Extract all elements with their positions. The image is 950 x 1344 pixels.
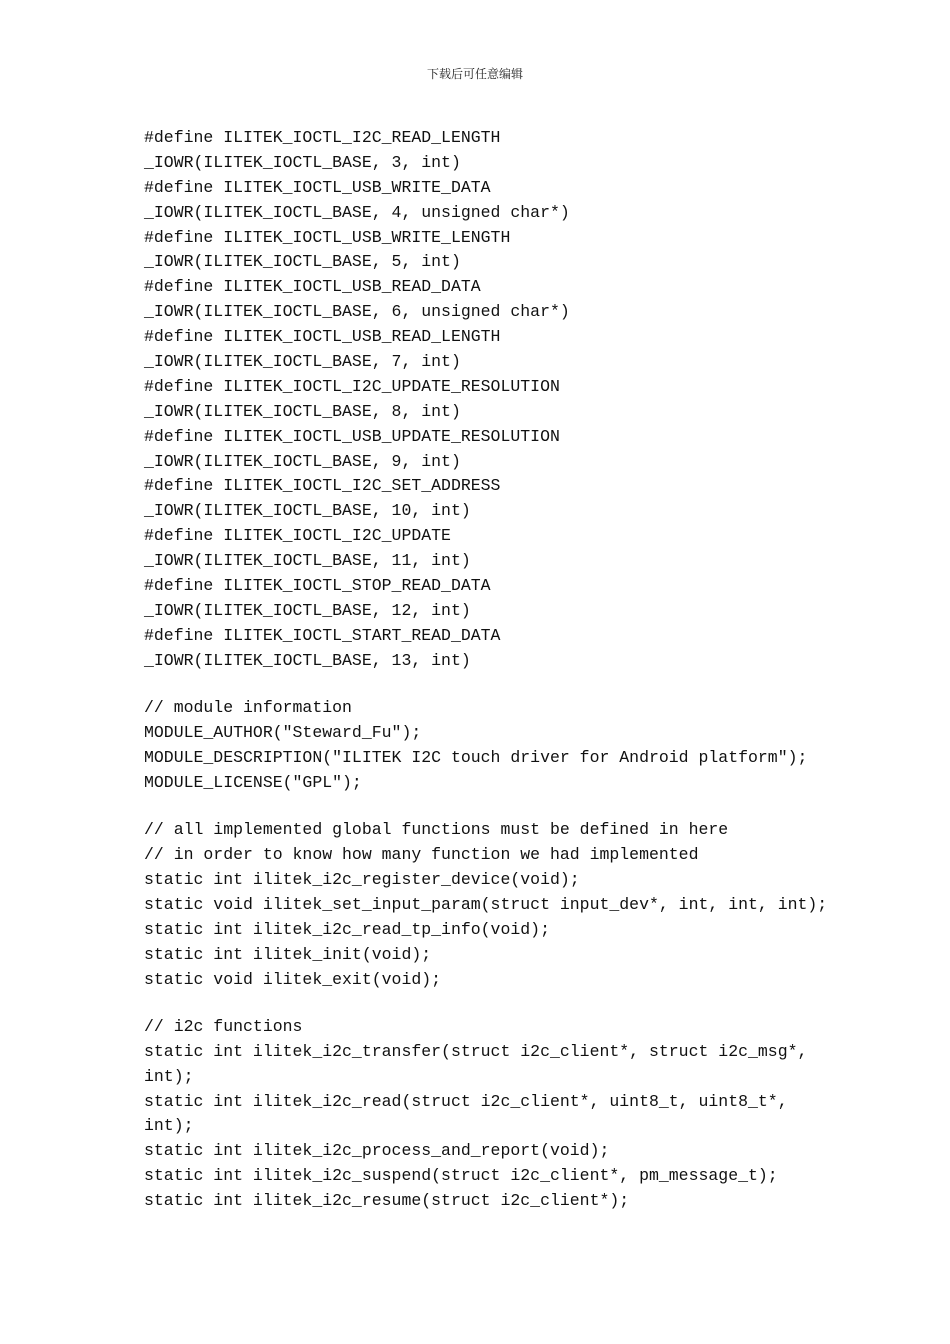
code-listing	[144, 126, 924, 1214]
code-line: #define ILITEK_IOCTL_I2C_SET_ADDRESS	[144, 476, 501, 496]
code-line: int);	[144, 1066, 194, 1086]
code-line: #define ILITEK_IOCTL_USB_READ_DATA	[144, 277, 481, 297]
code-line: static int ilitek_i2c_read_tp_info(void);	[144, 919, 550, 939]
code-line: int);	[144, 1116, 194, 1136]
code-line: _IOWR(ILITEK_IOCTL_BASE, 7, int)	[144, 352, 461, 372]
code-line: #define ILITEK_IOCTL_I2C_UPDATE_RESOLUTION	[144, 376, 560, 396]
code-line: static int ilitek_i2c_transfer(struct i2c_client*, struct i2c_msg*,	[144, 1041, 808, 1061]
code-line: static int ilitek_i2c_read(struct i2c_client*, uint8_t, uint8_t*,	[144, 1091, 788, 1111]
code-block-module-info	[144, 696, 924, 796]
page-header: 下载后可任意编辑	[426, 67, 523, 81]
code-line: static int ilitek_i2c_suspend(struct i2c_client*, pm_message_t);	[144, 1166, 778, 1186]
code-line: static void ilitek_exit(void);	[144, 969, 442, 989]
code-line: #define ILITEK_IOCTL_START_READ_DATA	[144, 625, 501, 645]
code-line: _IOWR(ILITEK_IOCTL_BASE, 11, int)	[144, 551, 471, 571]
code-line: _IOWR(ILITEK_IOCTL_BASE, 6, unsigned char*)	[144, 302, 570, 322]
code-line: _IOWR(ILITEK_IOCTL_BASE, 4, unsigned char*)	[144, 202, 570, 222]
code-block-global-functions	[144, 818, 924, 992]
code-line: _IOWR(ILITEK_IOCTL_BASE, 9, int)	[144, 451, 461, 471]
blank-line	[144, 796, 924, 819]
code-line: #define ILITEK_IOCTL_USB_READ_LENGTH	[144, 327, 501, 347]
blank-line	[144, 674, 924, 697]
code-line: _IOWR(ILITEK_IOCTL_BASE, 13, int)	[144, 650, 471, 670]
code-block-ioctl-defines	[144, 126, 924, 674]
code-line: #define ILITEK_IOCTL_I2C_UPDATE	[144, 526, 451, 546]
code-line: _IOWR(ILITEK_IOCTL_BASE, 12, int)	[144, 600, 471, 620]
code-line: static int ilitek_init(void);	[144, 944, 432, 964]
code-line: _IOWR(ILITEK_IOCTL_BASE, 10, int)	[144, 501, 471, 521]
code-line: static void ilitek_set_input_param(struct input_dev*, int, int, int);	[144, 894, 828, 914]
code-line: MODULE_AUTHOR("Steward_Fu");	[144, 722, 422, 742]
code-line: MODULE_LICENSE("GPL");	[144, 772, 362, 792]
code-line: _IOWR(ILITEK_IOCTL_BASE, 5, int)	[144, 252, 461, 272]
code-line: #define ILITEK_IOCTL_STOP_READ_DATA	[144, 576, 491, 596]
code-line: // module information	[144, 698, 352, 718]
code-line: #define ILITEK_IOCTL_USB_WRITE_DATA	[144, 177, 491, 197]
code-line: _IOWR(ILITEK_IOCTL_BASE, 8, int)	[144, 401, 461, 421]
code-line: // in order to know how many function we had implemented	[144, 845, 699, 865]
code-line: MODULE_DESCRIPTION("ILITEK I2C touch driver for Android platform");	[144, 747, 808, 767]
blank-line	[144, 992, 924, 1015]
code-line: static int ilitek_i2c_process_and_report(void);	[144, 1141, 610, 1161]
code-line: #define ILITEK_IOCTL_USB_WRITE_LENGTH	[144, 227, 511, 247]
code-line: static int ilitek_i2c_resume(struct i2c_client*);	[144, 1191, 630, 1211]
code-line: #define ILITEK_IOCTL_I2C_READ_LENGTH	[144, 128, 501, 147]
code-line: // all implemented global functions must be defined in here	[144, 820, 729, 840]
code-line: #define ILITEK_IOCTL_USB_UPDATE_RESOLUTION	[144, 426, 560, 446]
code-line: static int ilitek_i2c_register_device(void);	[144, 869, 580, 889]
code-block-i2c-functions	[144, 1015, 924, 1214]
code-line: // i2c functions	[144, 1016, 303, 1036]
code-line: _IOWR(ILITEK_IOCTL_BASE, 3, int)	[144, 152, 461, 172]
